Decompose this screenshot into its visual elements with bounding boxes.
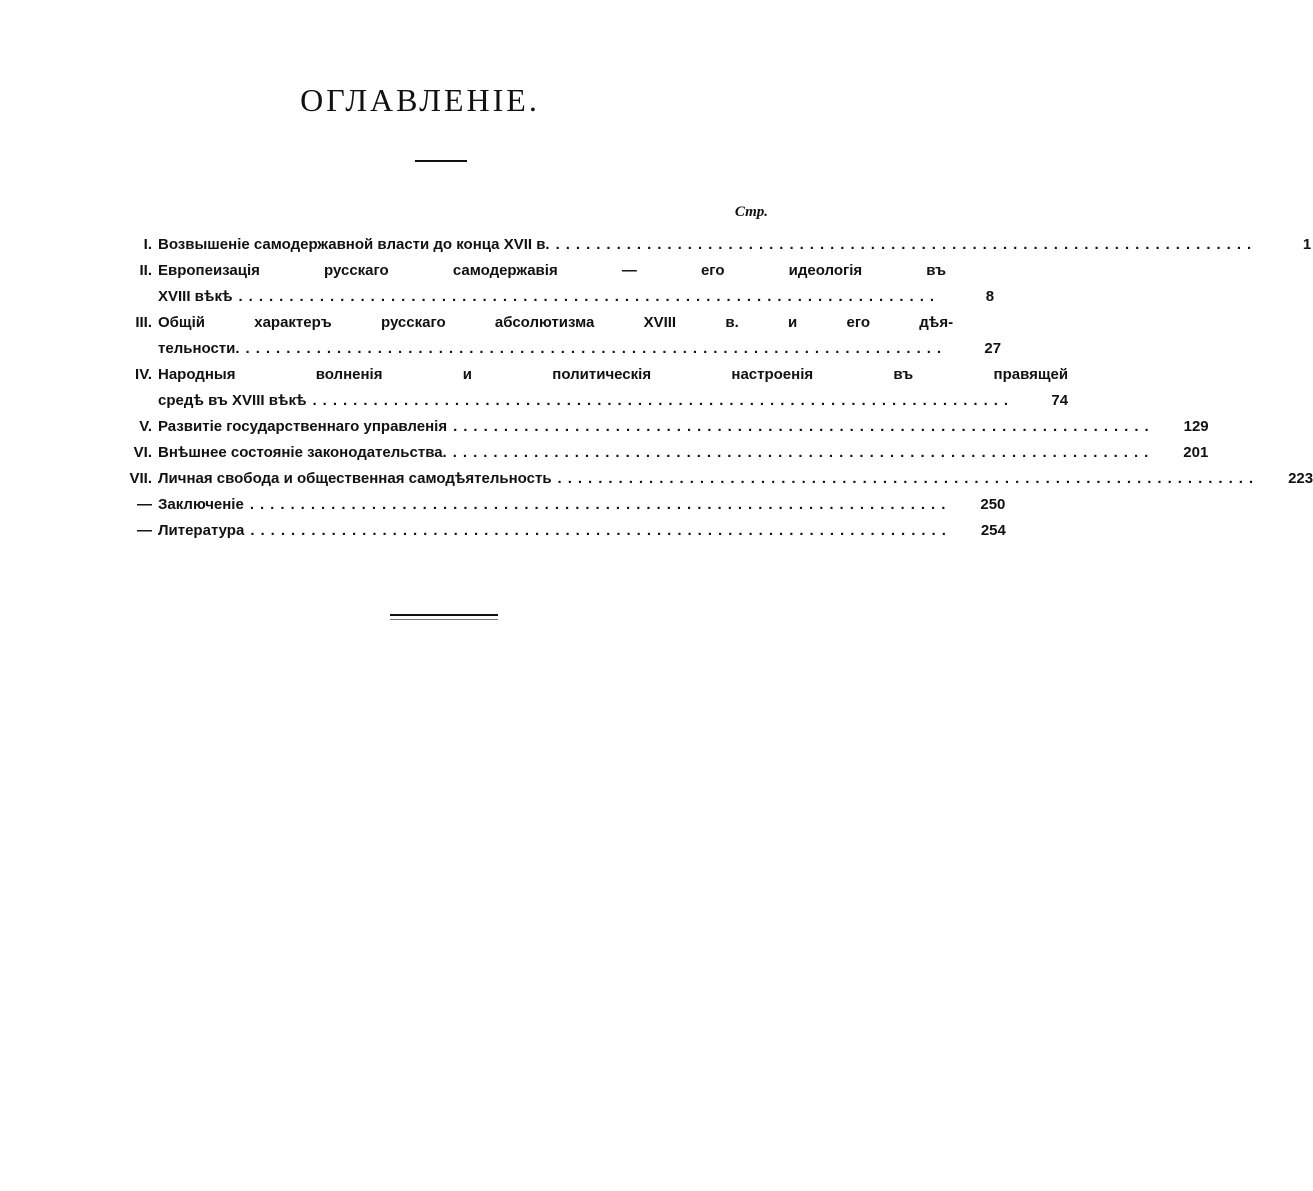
entry-title-line1: Общій характеръ русскаго абсолютизма XVIII в. и его дѣя- xyxy=(158,314,954,331)
entry-body xyxy=(158,466,1313,492)
entry-line xyxy=(158,492,1005,518)
entry-title: Внѣшнее состояніе законодательства. xyxy=(158,444,447,461)
entry-page: 223 xyxy=(1288,470,1313,487)
entry-number: — xyxy=(137,522,152,539)
dot-leader: ..................................................................... xyxy=(555,236,1258,253)
entry-number: VII. xyxy=(129,470,152,487)
entry-number: V. xyxy=(139,418,152,435)
entry-body xyxy=(158,492,1005,518)
entry-line xyxy=(158,414,1209,440)
entry-number: — xyxy=(137,496,152,513)
page-title: ОГЛАВЛЕНІЕ. xyxy=(300,82,540,118)
toc-entry xyxy=(108,258,995,310)
entry-title: Возвышеніе самодержавной власти до конца XVII в. xyxy=(158,236,550,253)
entry-page: 74 xyxy=(1051,392,1069,409)
entry-title: Развитіе государственнаго управленія xyxy=(158,418,448,435)
entry-body xyxy=(158,258,994,310)
entry-line xyxy=(158,388,1068,414)
dot-leader: ..................................................................... xyxy=(245,340,948,357)
dot-leader: ..................................................................... xyxy=(250,522,952,539)
entry-page: 254 xyxy=(980,522,1006,539)
entry-title-line1: Европеизація русскаго самодержавія — его идеологія въ xyxy=(158,262,947,279)
toc-entry xyxy=(108,310,1002,362)
entry-title-line1: Народныя волненія и политическія настроенія въ правящей xyxy=(158,366,1069,383)
dot-leader: ..................................................................... xyxy=(249,496,952,513)
entry-title: Заключеніе xyxy=(158,496,244,513)
entry-body xyxy=(158,310,1001,362)
dot-leader: ..................................................................... xyxy=(453,418,1155,435)
entry-line xyxy=(158,336,1001,362)
title-rule xyxy=(415,160,467,162)
entry-page: 201 xyxy=(1183,444,1209,461)
entry-title-line2: XVIII вѣкѣ xyxy=(158,288,233,305)
entry-line xyxy=(158,518,1006,544)
end-rule-shadow xyxy=(390,619,498,620)
entry-line xyxy=(158,284,994,310)
dot-leader: ..................................................................... xyxy=(238,288,941,305)
entry-number: VI. xyxy=(133,444,152,461)
table-of-contents xyxy=(108,232,1313,544)
entry-line xyxy=(158,232,1311,258)
entry-number: I. xyxy=(143,236,152,253)
entry-number: IV. xyxy=(135,366,152,383)
dot-leader: ..................................................................... xyxy=(312,392,1015,409)
entry-page: 1 xyxy=(1302,236,1312,253)
entry-line xyxy=(158,440,1208,466)
entry-body xyxy=(158,232,1311,258)
toc-entry xyxy=(108,518,1006,544)
end-rule xyxy=(390,614,498,616)
toc-entry xyxy=(108,232,1312,258)
entry-title: Литература xyxy=(158,522,245,539)
entry-body xyxy=(158,518,1006,544)
toc-entry xyxy=(108,466,1313,492)
toc-entry xyxy=(108,492,1006,518)
page-column-header: Стр. xyxy=(734,204,768,220)
entry-number: III. xyxy=(135,314,152,331)
toc-entry xyxy=(108,362,1069,414)
entry-body xyxy=(158,362,1068,414)
toc-entry xyxy=(108,440,1209,466)
entry-title: Личная свобода и общественная самодѣятельность xyxy=(158,470,552,487)
entry-page: 250 xyxy=(980,496,1006,513)
entry-title-line2: средѣ въ XVIII вѣкѣ xyxy=(158,392,307,409)
entry-page: 129 xyxy=(1183,418,1209,435)
entry-page: 27 xyxy=(984,340,1002,357)
dot-leader: ..................................................................... xyxy=(452,444,1155,461)
entry-body xyxy=(158,440,1208,466)
entry-line xyxy=(158,466,1313,492)
entry-number: II. xyxy=(139,262,152,279)
dot-leader: ..................................................................... xyxy=(557,470,1260,487)
entry-page: 8 xyxy=(985,288,995,305)
entry-body xyxy=(158,414,1209,440)
entry-title-line2: тельности. xyxy=(158,340,240,357)
toc-entry xyxy=(108,414,1209,440)
